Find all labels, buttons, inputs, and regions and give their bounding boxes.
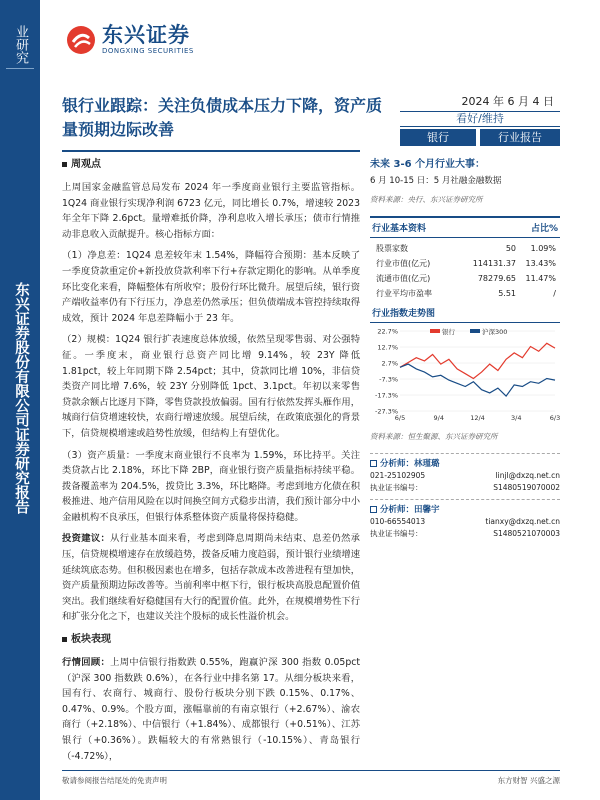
analyst-email[interactable]: linjl@dxzq.net.cn xyxy=(495,471,560,480)
company-vertical-label: 东兴证券股份有限公司证券研究报告 xyxy=(13,282,29,514)
section-label: 业研究 xyxy=(13,24,28,64)
x-tick-label: 12/4 xyxy=(470,414,485,422)
series-line-沪深300 xyxy=(400,364,555,396)
cert-label: 执业证书编号： xyxy=(370,483,423,492)
footer-divider xyxy=(62,770,560,771)
chart-source-note: 资料来源：恒生聚源、东兴证券研究所 xyxy=(370,432,498,441)
section-heading: 周观点 xyxy=(62,158,360,172)
legend-label: 沪深300 xyxy=(482,328,508,336)
y-tick-label: 12.7% xyxy=(377,343,398,352)
paragraph-investment: 投资建议：从行业基本面来看，考虑到降息周期尚未结束、息差仍然承压，信贷规模增速存在放缓趋势，拨备反哺力度趋弱，预计银行业绩增速延续筑底态势。但积极因素也在增多，包括存款成本改善进程有望加快，资产质量预期边际改善等。当前利率中枢下行，银行板块高股息配置价值突出。我们继续看好稳健国有大行的配置价值。此外，在规模增势性下行和扩张分化之下，也建议关注个股标的成长性溢价机会。 xyxy=(62,533,360,623)
table-row: 行业平均市盈率 5.51 / xyxy=(376,289,556,298)
y-tick-label: -7.3% xyxy=(379,375,398,384)
logo-text-en: DONGXING SECURITIES xyxy=(102,47,194,55)
sidebar xyxy=(0,0,40,800)
source-note: 资料来源：央行、东兴证券研究所 xyxy=(370,195,483,204)
x-tick-label: 6/5 xyxy=(394,414,406,422)
analyst-phone: 021-25102905 xyxy=(370,471,426,480)
cert-number: S1480521070003 xyxy=(493,529,560,538)
future-events-item: 6 月 10-15 日：5 月社融金融数据 xyxy=(370,176,502,186)
analyst-email[interactable]: tianxy@dxzq.net.cn xyxy=(485,517,560,526)
paragraph-market-review: 行情回顾：上周中信银行指数跌 0.55%，跑赢沪深 300 指数 0.05pct（沪深 300 指数跌 0.6%），在各行业中排名第 17。从细分板块来看，国有行、农商行、城商行、股份行板块分别下跌 0.15%、0.17%、0.47%、0.9%。个股方面，涨幅靠前的有南京银行（+2.67%）、渝农商行（+2.18%）、中信银行（+1.84%）、成都银行（+0.51%）、江苏银行（+0.36%）。跌幅较大的有常熟银行（-10.15%）、青岛银行（-4.72%）， xyxy=(62,657,360,762)
sidebar-info xyxy=(370,158,560,540)
chart-svg xyxy=(370,325,560,425)
cert-number: S1480519070002 xyxy=(493,483,560,492)
analyst-name: 分析师：林瑾璐 xyxy=(370,453,560,470)
table-row: 行业市值(亿元) 114131.37 13.43% xyxy=(376,259,556,268)
report-title: 银行业跟踪：关注负债成本压力下降，资产质量预期边际改善 xyxy=(62,96,383,139)
analyst-block xyxy=(370,453,560,540)
main-content xyxy=(62,158,360,770)
company-logo xyxy=(66,24,194,55)
report-meta xyxy=(400,94,560,146)
legend-swatch xyxy=(430,329,440,333)
table-row: 流通市值(亿元) 78279.65 11.47% xyxy=(376,274,556,283)
analyst-name: 分析师：田馨宇 xyxy=(370,499,560,516)
sidebar-divider xyxy=(6,68,34,69)
title-divider xyxy=(62,150,360,152)
legend-swatch xyxy=(470,329,480,333)
section-heading-2: 板块表现 xyxy=(62,633,360,647)
paragraph-scale: （2）规模：1Q24 银行扩表速度总体放缓，依然呈现零售弱、对公强特征。一季度末，商业银行总资产同比增 9.14%，较 23Y 降低 1.81pct，较上年同期下降 2.54pct；其中，贷款同比增 10%，非信贷类资产同比增 7.6%，较 23Y 分别降低 1pct、3.1pct。年初以来零售贷款余额占比逐月下降，零售贷款投放偏弱。国有行依然发挥头雁作用，城商行信贷增速较快，农商行增速放缓。展望后续，在政策底强化的背景下，信贷规模增速或趋势性放缓，但结构上有望优化。 xyxy=(62,334,360,439)
industry-info-heading: 行业基本资料 占比% xyxy=(370,218,560,238)
cert-label: 执业证书编号： xyxy=(370,529,423,538)
x-tick-label: 9/4 xyxy=(433,414,444,422)
analyst-phone: 010-66554013 xyxy=(370,517,426,526)
paragraph-nim: （1）净息差：1Q24 息差较年末 1.54%，降幅符合预期：基本反映了一季度贷款重定价+新投放贷款利率下行+存款定期化的影响。从单季度环比变化来看，降幅整体有所收窄；股份行环比微升。展望后续，银行资产端收益率仍有下行压力，净息差仍然承压；但负债端成本管控持续取得成效，预计 2024 年息差降幅小于 23 年。 xyxy=(62,250,360,324)
analyst-box-icon xyxy=(370,460,377,467)
index-trend-chart xyxy=(370,325,560,425)
logo-mark-icon xyxy=(66,25,96,55)
rating-label: 看好/维持 xyxy=(400,111,560,127)
bullet-square-icon xyxy=(62,162,67,167)
y-tick-label: 2.7% xyxy=(381,359,398,368)
y-tick-label: -17.3% xyxy=(375,391,398,400)
report-date: 2024 年 6 月 4 日 xyxy=(461,95,554,108)
logo-text-cn: 东兴证券 xyxy=(102,22,190,47)
table-row: 股票家数 50 1.09% xyxy=(376,244,556,253)
y-tick-label: 22.7% xyxy=(377,327,398,336)
y-tick-label: -27.3% xyxy=(375,407,398,416)
legend-label: 银行 xyxy=(442,328,455,336)
paragraph-summary: 上周国家金融监管总局发布 2024 年一季度商业银行主要监管指标。1Q24 商业银行实现净利润 6723 亿元，同比增长 0.7%，增速较 2023 年全年下降 2.6pct。量增难抵价降，净利息收入增长承压；债市行情推动非息收入贡献提升。核心指标方面： xyxy=(62,182,360,240)
report-type-tag: 行业报告 xyxy=(480,129,560,146)
series-line-银行 xyxy=(400,343,555,378)
chart-heading: 行业指数走势图 xyxy=(370,303,560,323)
footer-disclaimer: 敬请参阅报告结尾处的免责声明 xyxy=(62,776,167,785)
industry-info-table xyxy=(370,241,560,301)
x-tick-label: 6/3 xyxy=(549,414,560,422)
bullet-square-icon xyxy=(62,637,67,642)
industry-tag: 银行 xyxy=(400,129,476,146)
footer-slogan: 东方财智 兴盛之源 xyxy=(497,776,560,785)
paragraph-asset-quality: （3）资产质量：一季度末商业银行不良率为 1.59%，环比持平。关注类贷款占比 2.18%，环比下降 2BP，商业银行资产质量指标持续平稳。拨备覆盖率为 204.5%，拨贷比 3.3%，环比略降。考虑到地方化债在积极推进、地产信用风险在以时间换空间方式稳步出清，我们预计部分中小金融机构不良承压，但银行体系整体资产质量将保持稳健。 xyxy=(62,449,360,523)
future-events-heading: 未来 3-6 个月行业大事： xyxy=(370,159,486,170)
analyst-box-icon xyxy=(370,506,377,513)
x-tick-label: 3/4 xyxy=(511,414,522,422)
